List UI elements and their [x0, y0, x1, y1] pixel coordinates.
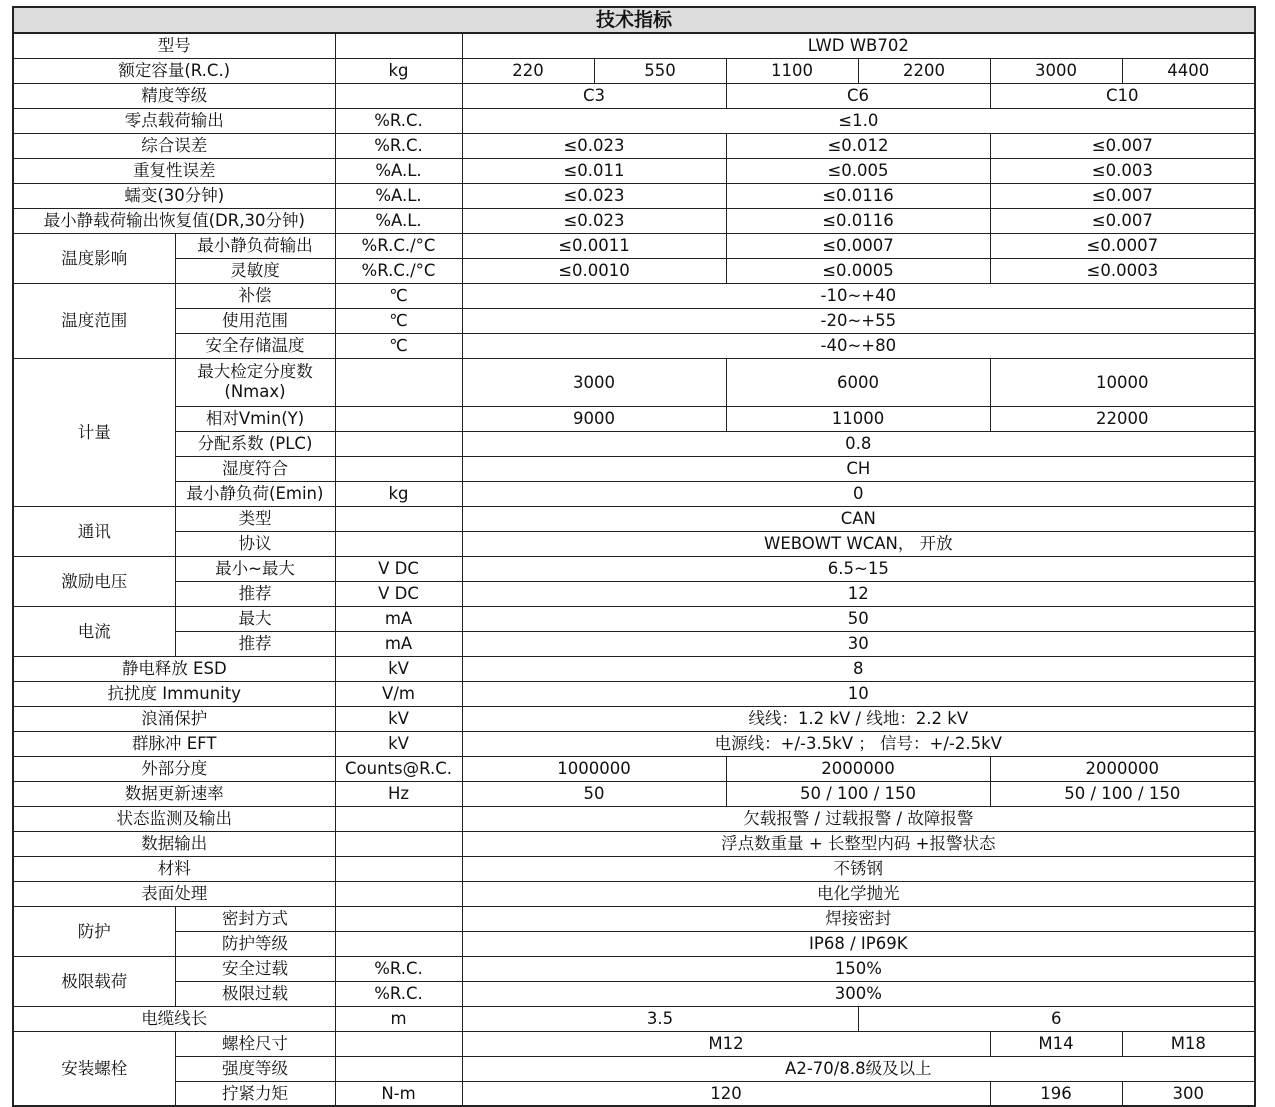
metrology-emin-unit: kg [335, 481, 462, 506]
capacity-unit: kg [335, 58, 462, 83]
temp-range-value: -20~+55 [462, 308, 1255, 333]
bolts-torque-value: 300 [1122, 1081, 1255, 1106]
current-value: 50 [462, 606, 1255, 631]
spec-table [12, 6, 1256, 1107]
capacity-value: 220 [462, 58, 594, 83]
accuracy-value: C6 [726, 83, 990, 108]
update-rate-value: 50 [462, 781, 726, 806]
temp-effect-group: 温度影响 [13, 233, 175, 283]
bolts-torque-unit: N-m [335, 1081, 462, 1106]
material-label: 材料 [13, 856, 335, 881]
metrology-unit [335, 431, 462, 456]
capacity-value: 4400 [1122, 58, 1255, 83]
data-out-unit [335, 831, 462, 856]
repeatability-value: ≤0.003 [990, 158, 1255, 183]
ext-div-unit: Counts@R.C. [335, 756, 462, 781]
limit-load-group: 极限载荷 [13, 956, 175, 1006]
bolts-size-value: M12 [462, 1031, 990, 1056]
capacity-value: 2200 [858, 58, 990, 83]
metrology-unit [335, 456, 462, 481]
protection-group: 防护 [13, 906, 175, 956]
zero-output-label: 零点载荷输出 [13, 108, 335, 133]
dr-value: ≤0.007 [990, 208, 1255, 233]
repeatability-value: ≤0.005 [726, 158, 990, 183]
metrology-nmax-value: 3000 [462, 358, 726, 406]
limit-load-value: 150% [462, 956, 1255, 981]
eft-label: 群脉冲 EFT [13, 731, 335, 756]
comm-unit [335, 531, 462, 556]
temp-range-unit: ℃ [335, 308, 462, 333]
metrology-vmin-value: 11000 [726, 406, 990, 431]
temp-effect-value: ≤0.0007 [990, 233, 1255, 258]
data-out-value: 浮点数重量 + 长整型内码 +报警状态 [462, 831, 1255, 856]
update-rate-unit: Hz [335, 781, 462, 806]
metrology-humidity-label: 湿度符合 [175, 456, 335, 481]
cable-unit: m [335, 1006, 462, 1031]
bolts-unit [335, 1056, 462, 1081]
bolts-unit [335, 1031, 462, 1056]
metrology-vmin-value: 9000 [462, 406, 726, 431]
bolts-grade-label: 强度等级 [175, 1056, 335, 1081]
ext-div-value: 1000000 [462, 756, 726, 781]
surge-value: 线线：1.2 kV / 线地：2.2 kV [462, 706, 1255, 731]
data-out-label: 数据输出 [13, 831, 335, 856]
metrology-plc-label: 分配系数 (PLC) [175, 431, 335, 456]
temp-range-value: -40~+80 [462, 333, 1255, 358]
creep-label: 蠕变(30分钟) [13, 183, 335, 208]
bolts-torque-value: 120 [462, 1081, 990, 1106]
temp-effect-sub-label: 灵敏度 [175, 258, 335, 283]
zero-output-value: ≤1.0 [462, 108, 1255, 133]
current-group: 电流 [13, 606, 175, 656]
dr-value: ≤0.023 [462, 208, 726, 233]
creep-unit: %A.L. [335, 183, 462, 208]
metrology-vmin-label: 相对Vmin(Y) [175, 406, 335, 431]
esd-value: 8 [462, 656, 1255, 681]
update-rate-value: 50 / 100 / 150 [990, 781, 1255, 806]
immunity-value: 10 [462, 681, 1255, 706]
material-unit [335, 856, 462, 881]
accuracy-unit [335, 83, 462, 108]
capacity-value: 1100 [726, 58, 858, 83]
status-unit [335, 806, 462, 831]
metrology-humidity-value: CH [462, 456, 1255, 481]
model-value: LWD WB702 [462, 33, 1255, 58]
metrology-vmin-value: 22000 [990, 406, 1255, 431]
protection-seal-value: 焊接密封 [462, 906, 1255, 931]
limit-load-value: 300% [462, 981, 1255, 1006]
immunity-label: 抗扰度 Immunity [13, 681, 335, 706]
limit-load-unit: %R.C. [335, 956, 462, 981]
combined-error-value: ≤0.023 [462, 133, 726, 158]
temp-effect-value: ≤0.0003 [990, 258, 1255, 283]
cable-value: 3.5 [462, 1006, 858, 1031]
metrology-nmax-value: 10000 [990, 358, 1255, 406]
update-rate-value: 50 / 100 / 150 [726, 781, 990, 806]
temp-effect-sub-label: 最小静负荷输出 [175, 233, 335, 258]
accuracy-label: 精度等级 [13, 83, 335, 108]
temp-effect-unit: %R.C./°C [335, 258, 462, 283]
temp-range-sub-label: 安全存储温度 [175, 333, 335, 358]
excitation-sub-label: 推荐 [175, 581, 335, 606]
metrology-nmax-label: 最大检定分度数 (Nmax) [175, 358, 335, 406]
creep-value: ≤0.023 [462, 183, 726, 208]
capacity-value: 550 [594, 58, 726, 83]
bolts-size-value: M14 [990, 1031, 1122, 1056]
combined-error-label: 综合误差 [13, 133, 335, 158]
current-sub-label: 最大 [175, 606, 335, 631]
excitation-unit: V DC [335, 556, 462, 581]
metrology-emin-label: 最小静负荷(Emin) [175, 481, 335, 506]
protection-ip-label: 防护等级 [175, 931, 335, 956]
update-rate-label: 数据更新速率 [13, 781, 335, 806]
temp-range-group: 温度范围 [13, 283, 175, 358]
ext-div-value: 2000000 [726, 756, 990, 781]
current-unit: mA [335, 606, 462, 631]
table-title: 技术指标 [13, 7, 1255, 33]
eft-value: 电源线：+/-3.5kV ； 信号：+/-2.5kV [462, 731, 1255, 756]
excitation-sub-label: 最小~最大 [175, 556, 335, 581]
metrology-group: 计量 [13, 358, 175, 506]
current-value: 30 [462, 631, 1255, 656]
comm-protocol-value: WEBOWT WCAN， 开放 [462, 531, 1255, 556]
status-value: 欠载报警 / 过载报警 / 故障报警 [462, 806, 1255, 831]
bolts-size-value: M18 [1122, 1031, 1255, 1056]
temp-range-unit: ℃ [335, 283, 462, 308]
protection-unit [335, 906, 462, 931]
temp-range-sub-label: 使用范围 [175, 308, 335, 333]
comm-type-label: 类型 [175, 506, 335, 531]
temp-effect-value: ≤0.0005 [726, 258, 990, 283]
repeatability-value: ≤0.011 [462, 158, 726, 183]
combined-error-unit: %R.C. [335, 133, 462, 158]
surface-label: 表面处理 [13, 881, 335, 906]
surface-value: 电化学抛光 [462, 881, 1255, 906]
bolts-torque-label: 拧紧力矩 [175, 1081, 335, 1106]
limit-load-unit: %R.C. [335, 981, 462, 1006]
bolts-torque-value: 196 [990, 1081, 1122, 1106]
surge-label: 浪涌保护 [13, 706, 335, 731]
comm-group: 通讯 [13, 506, 175, 556]
dr-unit: %A.L. [335, 208, 462, 233]
excitation-value: 6.5~15 [462, 556, 1255, 581]
temp-range-unit: ℃ [335, 333, 462, 358]
zero-output-unit: %R.C. [335, 108, 462, 133]
status-label: 状态监测及输出 [13, 806, 335, 831]
surge-unit: kV [335, 706, 462, 731]
comm-unit [335, 506, 462, 531]
cable-value: 6 [858, 1006, 1255, 1031]
eft-unit: kV [335, 731, 462, 756]
bolts-grade-value: A2-70/8.8级及以上 [462, 1056, 1255, 1081]
model-label: 型号 [13, 33, 335, 58]
limit-load-sub-label: 安全过载 [175, 956, 335, 981]
excitation-value: 12 [462, 581, 1255, 606]
comm-type-value: CAN [462, 506, 1255, 531]
esd-unit: kV [335, 656, 462, 681]
combined-error-value: ≤0.007 [990, 133, 1255, 158]
accuracy-value: C3 [462, 83, 726, 108]
excitation-group: 激励电压 [13, 556, 175, 606]
cable-label: 电缆线长 [13, 1006, 335, 1031]
metrology-emin-value: 0 [462, 481, 1255, 506]
metrology-unit [335, 358, 462, 406]
dr-value: ≤0.0116 [726, 208, 990, 233]
immunity-unit: V/m [335, 681, 462, 706]
model-unit [335, 33, 462, 58]
current-sub-label: 推荐 [175, 631, 335, 656]
metrology-plc-value: 0.8 [462, 431, 1255, 456]
protection-ip-value: IP68 / IP69K [462, 931, 1255, 956]
bolts-size-label: 螺栓尺寸 [175, 1031, 335, 1056]
capacity-label: 额定容量(R.C.) [13, 58, 335, 83]
metrology-nmax-value: 6000 [726, 358, 990, 406]
temp-effect-value: ≤0.0007 [726, 233, 990, 258]
temp-effect-value: ≤0.0011 [462, 233, 726, 258]
dr-label: 最小静载荷输出恢复值(DR,30分钟) [13, 208, 335, 233]
metrology-unit [335, 406, 462, 431]
temp-effect-unit: %R.C./°C [335, 233, 462, 258]
temp-range-sub-label: 补偿 [175, 283, 335, 308]
temp-effect-value: ≤0.0010 [462, 258, 726, 283]
creep-value: ≤0.007 [990, 183, 1255, 208]
accuracy-value: C10 [990, 83, 1255, 108]
combined-error-value: ≤0.012 [726, 133, 990, 158]
protection-unit [335, 931, 462, 956]
bolts-group: 安装螺栓 [13, 1031, 175, 1106]
repeatability-unit: %A.L. [335, 158, 462, 183]
current-unit: mA [335, 631, 462, 656]
capacity-value: 3000 [990, 58, 1122, 83]
limit-load-sub-label: 极限过载 [175, 981, 335, 1006]
protection-seal-label: 密封方式 [175, 906, 335, 931]
surface-unit [335, 881, 462, 906]
temp-range-value: -10~+40 [462, 283, 1255, 308]
esd-label: 静电释放 ESD [13, 656, 335, 681]
comm-protocol-label: 协议 [175, 531, 335, 556]
excitation-unit: V DC [335, 581, 462, 606]
material-value: 不锈钢 [462, 856, 1255, 881]
ext-div-label: 外部分度 [13, 756, 335, 781]
repeatability-label: 重复性误差 [13, 158, 335, 183]
ext-div-value: 2000000 [990, 756, 1255, 781]
creep-value: ≤0.0116 [726, 183, 990, 208]
